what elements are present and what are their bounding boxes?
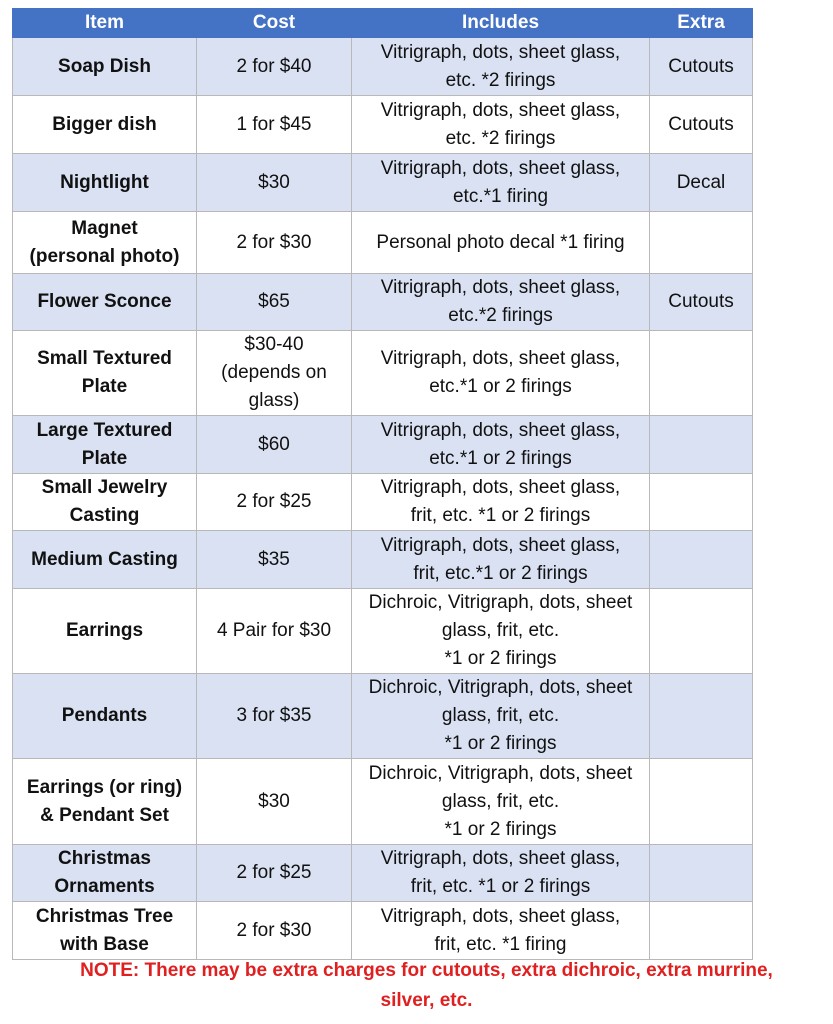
cell-item-line: Earrings [65, 620, 144, 641]
cell-includes-line: frit, etc. *1 or 2 firings [410, 505, 591, 526]
table-row [13, 474, 753, 531]
cell-item [13, 531, 197, 589]
cell-extra [650, 531, 753, 589]
cell-cost-line: 2 for $30 [236, 231, 312, 253]
cell-cost [197, 674, 352, 759]
cell-extra [650, 212, 753, 274]
cell-item-line: Christmas [58, 848, 151, 869]
cell-extra: Cutouts [650, 38, 753, 96]
cell-cost [197, 274, 352, 331]
cell-includes-line: Vitrigraph, dots, sheet glass, [380, 905, 621, 927]
cell-item-line: (personal photo) [29, 245, 180, 267]
cell-extra [650, 331, 753, 416]
header-cost: Cost [197, 9, 352, 38]
cell-includes [352, 274, 650, 331]
cell-includes-line: Vitrigraph, dots, sheet glass, [380, 848, 621, 869]
table-row [13, 845, 753, 902]
cell-cost-line: 2 for $40 [236, 55, 312, 77]
cell-item-line: Bigger dish [52, 113, 157, 135]
cell-includes [352, 474, 650, 531]
cell-includes-line: Vitrigraph, dots, sheet glass, [380, 419, 621, 441]
cell-includes-line: Vitrigraph, dots, sheet glass, [380, 534, 621, 556]
cell-item [13, 674, 197, 759]
cell-extra: Decal [650, 154, 753, 212]
cell-item-line: Earrings (or ring) [26, 776, 183, 798]
cell-includes-line: *1 or 2 firings [444, 733, 557, 754]
header-row [13, 9, 753, 38]
cell-extra [650, 902, 753, 960]
cell-item [13, 902, 197, 960]
cell-cost-line: $65 [258, 291, 290, 312]
note-line-1: NOTE: There may be extra charges for cutouts, extra dichroic, extra murrine, [80, 960, 773, 981]
cell-includes-line: *1 or 2 firings [444, 818, 557, 840]
cell-includes-line: *1 or 2 firings [444, 648, 557, 669]
cell-item-line: Large Textured [36, 419, 173, 441]
cell-item-line: Soap Dish [58, 55, 151, 77]
cell-item [13, 96, 197, 154]
cell-cost [197, 331, 352, 416]
cell-includes-line: Vitrigraph, dots, sheet glass, [380, 277, 621, 298]
header-extra: Extra [650, 9, 753, 38]
cell-includes-line: Dichroic, Vitrigraph, dots, sheet [368, 677, 633, 698]
cell-item-line: Flower Sconce [37, 291, 172, 312]
cell-includes-line: etc.*1 or 2 firings [429, 376, 572, 397]
cell-item-line: Medium Casting [31, 548, 178, 570]
cell-item-line: Casting [69, 505, 140, 526]
cell-includes-line: etc.*1 firing [452, 185, 549, 207]
cell-includes [352, 589, 650, 674]
cell-cost [197, 416, 352, 474]
table-row [13, 96, 753, 154]
table-row [13, 902, 753, 960]
cell-item-line: & Pendant Set [40, 804, 169, 826]
cell-includes-line: frit, etc. *1 firing [434, 933, 567, 955]
table-row [13, 154, 753, 212]
cell-item-line: with Base [60, 933, 149, 955]
header-includes: Includes [352, 9, 650, 38]
cell-cost-line: $30 [258, 171, 290, 193]
cell-item-line: Small Textured [37, 348, 172, 369]
cell-item [13, 589, 197, 674]
table-body [13, 38, 753, 960]
cell-includes-line: Vitrigraph, dots, sheet glass, [380, 41, 621, 63]
cell-cost [197, 154, 352, 212]
cell-includes [352, 212, 650, 274]
cell-cost-line: 2 for $30 [236, 919, 312, 941]
cell-item-line: Christmas Tree [35, 905, 174, 927]
cell-cost-line: 2 for $25 [236, 491, 312, 512]
table-row [13, 759, 753, 845]
cell-cost [197, 212, 352, 274]
cell-cost [197, 38, 352, 96]
cell-includes [352, 674, 650, 759]
table-row [13, 38, 753, 96]
cell-cost [197, 759, 352, 845]
cell-includes-line: Dichroic, Vitrigraph, dots, sheet [368, 762, 633, 784]
cell-cost-line: glass) [248, 390, 300, 411]
cell-includes-line: glass, frit, etc. [441, 705, 560, 726]
cell-extra [650, 845, 753, 902]
cell-extra [650, 416, 753, 474]
cell-item [13, 154, 197, 212]
cell-includes-line: Personal photo decal *1 firing [376, 231, 625, 253]
cell-item [13, 212, 197, 274]
cell-item [13, 474, 197, 531]
cell-cost-line: (depends on [221, 362, 327, 383]
cell-includes [352, 154, 650, 212]
cell-cost [197, 845, 352, 902]
cell-item [13, 274, 197, 331]
cell-cost [197, 531, 352, 589]
cell-extra: Cutouts [650, 96, 753, 154]
table-row [13, 212, 753, 274]
cell-includes-line: Dichroic, Vitrigraph, dots, sheet [368, 592, 633, 613]
cell-includes-line: frit, etc.*1 or 2 firings [413, 562, 588, 584]
table-row [13, 416, 753, 474]
cell-item [13, 38, 197, 96]
cell-includes [352, 845, 650, 902]
cell-item-line: Magnet [71, 217, 138, 239]
cell-includes-line: Vitrigraph, dots, sheet glass, [380, 157, 621, 179]
cell-includes [352, 531, 650, 589]
cell-extra [650, 589, 753, 674]
cell-item-line: Plate [81, 447, 128, 469]
cell-item-line: Small Jewelry [41, 477, 168, 498]
cell-cost-line: $60 [258, 433, 290, 455]
cell-cost [197, 902, 352, 960]
cell-includes [352, 759, 650, 845]
cell-cost-line: $30 [258, 790, 290, 812]
price-table [12, 8, 753, 960]
cell-includes-line: Vitrigraph, dots, sheet glass, [380, 99, 621, 121]
cell-extra [650, 674, 753, 759]
cell-cost-line: 3 for $35 [236, 705, 312, 726]
cell-cost [197, 96, 352, 154]
cell-includes [352, 331, 650, 416]
cell-extra: Cutouts [650, 274, 753, 331]
table-header [13, 9, 753, 38]
cell-includes-line: etc.*1 or 2 firings [429, 447, 572, 469]
cell-item [13, 331, 197, 416]
cell-item [13, 759, 197, 845]
cell-cost-line: 2 for $25 [236, 862, 312, 883]
cell-cost-line: $35 [258, 548, 290, 570]
cell-item [13, 845, 197, 902]
cell-includes [352, 416, 650, 474]
cell-cost-line: $30-40 [244, 334, 304, 355]
cell-item-line: Pendants [61, 705, 148, 726]
cell-extra [650, 474, 753, 531]
table-row [13, 274, 753, 331]
cell-includes-line: Vitrigraph, dots, sheet glass, [380, 477, 621, 498]
cell-cost-line: 1 for $45 [236, 113, 312, 135]
cell-includes [352, 38, 650, 96]
cell-extra [650, 759, 753, 845]
header-item: Item [13, 9, 197, 38]
table-row [13, 674, 753, 759]
cell-includes-line: etc.*2 firings [448, 305, 553, 326]
cell-item-line: Nightlight [60, 171, 149, 193]
cell-cost [197, 589, 352, 674]
note-line-2: silver, etc. [380, 990, 473, 1011]
table-row [13, 531, 753, 589]
cell-includes-line: glass, frit, etc. [441, 620, 560, 641]
cell-includes-line: etc. *2 firings [445, 127, 556, 149]
note [20, 956, 833, 1016]
table-row [13, 331, 753, 416]
cell-includes-line: glass, frit, etc. [441, 790, 560, 812]
cell-includes [352, 96, 650, 154]
table-row [13, 589, 753, 674]
cell-cost [197, 474, 352, 531]
cell-cost-line: 4 Pair for $30 [216, 620, 332, 641]
cell-includes-line: frit, etc. *1 or 2 firings [410, 876, 591, 897]
cell-item-line: Ornaments [54, 876, 155, 897]
cell-includes-line: etc. *2 firings [445, 69, 556, 91]
cell-item [13, 416, 197, 474]
cell-includes [352, 902, 650, 960]
cell-item-line: Plate [81, 376, 128, 397]
cell-includes-line: Vitrigraph, dots, sheet glass, [380, 348, 621, 369]
